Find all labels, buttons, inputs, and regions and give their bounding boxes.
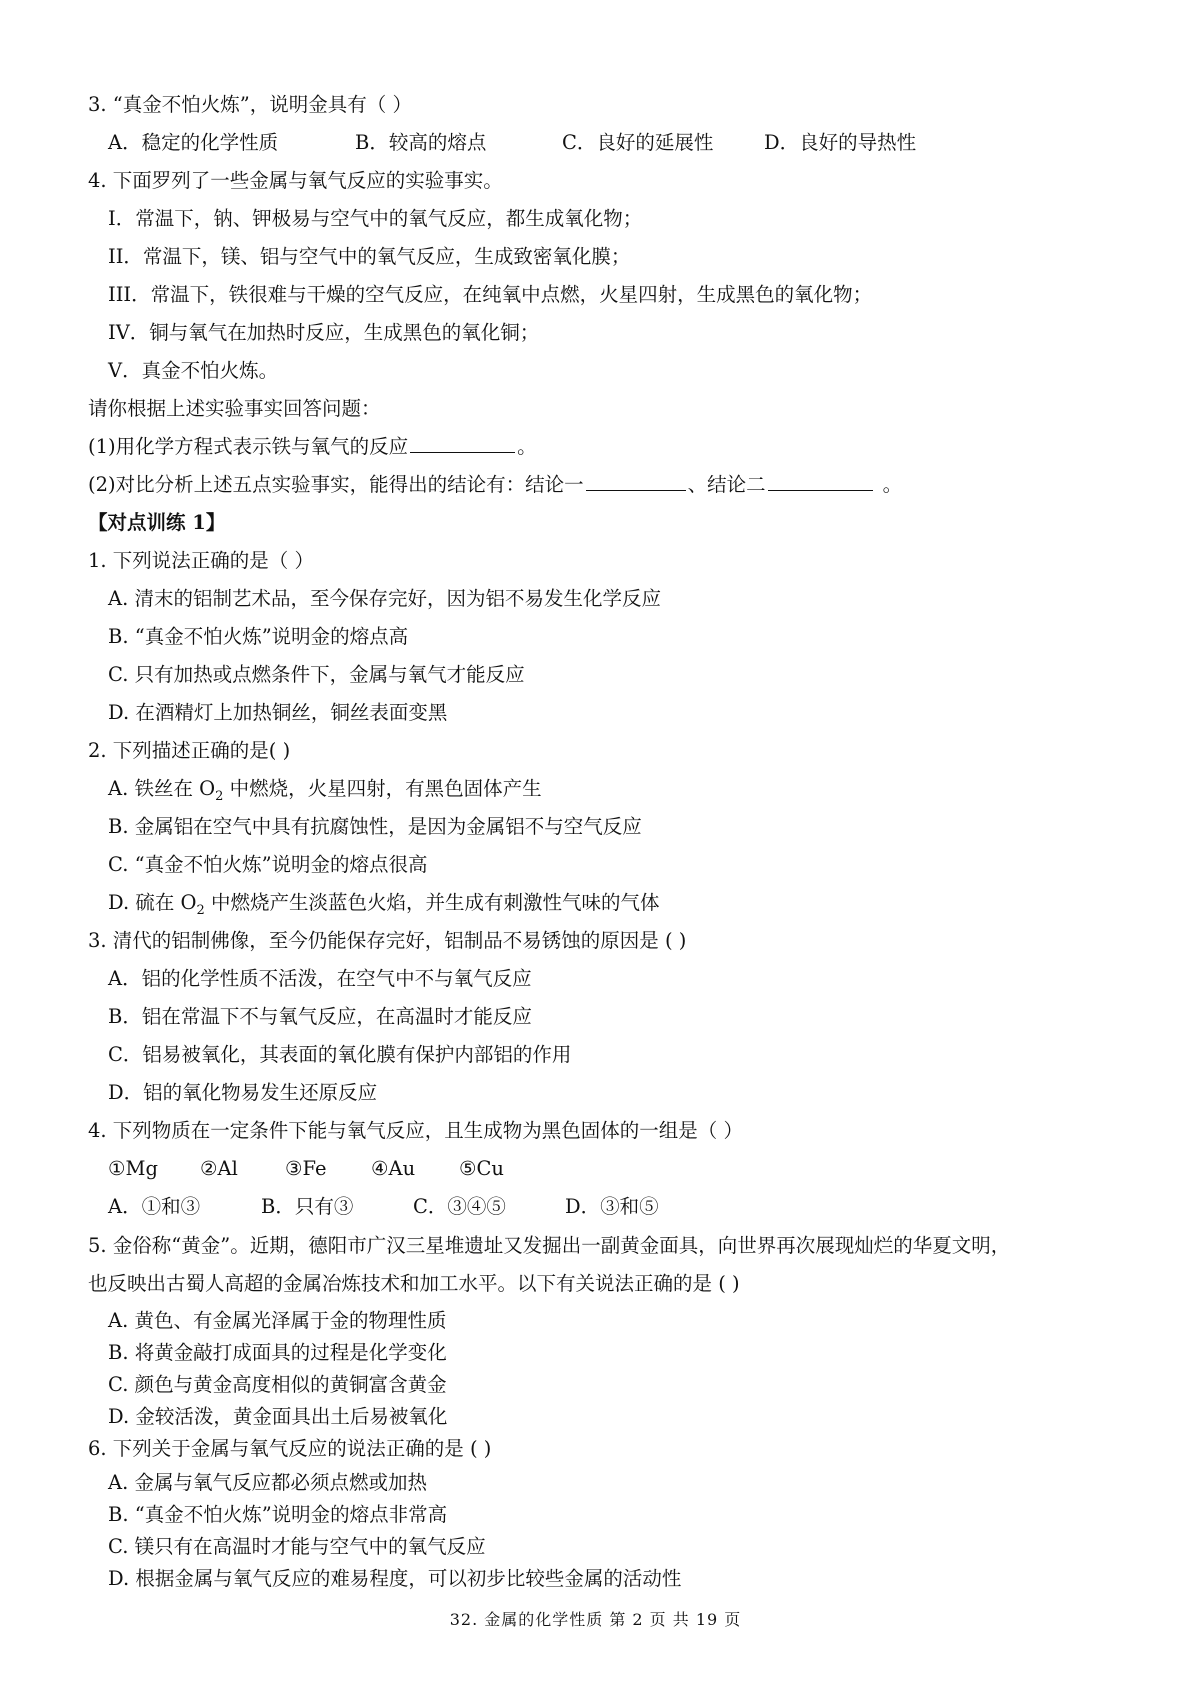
practice-6-option-b: B. “真金不怕火炼”说明金的熔点非常高 (108, 1503, 448, 1526)
question-4-stem: 4. 下面罗列了一些金属与氧气反应的实验事实。 (88, 169, 503, 192)
practice-3-option-c: C．铝易被氧化，其表面的氧化膜有保护内部铝的作用 (108, 1043, 572, 1066)
practice-4-options (108, 1194, 1131, 1220)
practice-2-option-d-text: D. 硫在 O (108, 891, 197, 914)
question-4-prompt: 请你根据上述实验事实回答问题： (88, 397, 381, 420)
practice-2-stem: 2. 下列描述正确的是( ) (88, 739, 291, 762)
practice-5-stem-line-2: 也反映出古蜀人高超的金属冶炼技术和加工水平。以下有关说法正确的是 ( ) (88, 1272, 740, 1295)
practice-6-stem: 6. 下列关于金属与氧气反应的说法正确的是 ( ) (88, 1437, 492, 1460)
practice-6-option-c: C. 镁只有在高温时才能与空气中的氧气反应 (108, 1535, 486, 1558)
practice-2-option-a-rest: 中燃烧，火星四射，有黑色固体产生 (223, 777, 542, 800)
practice-5-option-c: C. 颜色与黄金高度相似的黄铜富含黄金 (108, 1373, 447, 1396)
question-4-sub-2-end: 。 (882, 473, 903, 496)
question-4-sub-2-text: (2)对比分析上述五点实验事实，能得出的结论有：结论一 (88, 473, 584, 496)
practice-1-option-c: C. 只有加热或点燃条件下，金属与氧气才能反应 (108, 663, 525, 686)
practice-1-option-b: B. “真金不怕火炼”说明金的熔点高 (108, 625, 409, 648)
question-4-fact-1: I．常温下，钠、钾极易与空气中的氧气反应，都生成氧化物； (108, 207, 643, 230)
question-4-sub-1-text: (1)用化学方程式表示铁与氧气的反应 (88, 435, 409, 458)
answer-blank-conclusion-2 (768, 472, 873, 491)
question-3-option-a: A．稳定的化学性质 (108, 131, 279, 154)
question-4-fact-2: II．常温下，镁、铝与空气中的氧气反应，生成致密氧化膜； (108, 245, 631, 268)
practice-3-stem: 3. 清代的铝制佛像，至今仍能保存完好，铝制品不易锈蚀的原因是 ( ) (88, 929, 687, 952)
practice-5-stem-line-1: 5. 金俗称“黄金”。近期，德阳市广汉三星堆遗址又发掘出一副黄金面具，向世界再次展现灿烂的华夏文明， (88, 1234, 1011, 1257)
subscript: 2 (215, 788, 224, 804)
practice-2-option-d (108, 890, 1131, 916)
practice-4-item: ②Al (200, 1157, 238, 1180)
practice-3-option-b: B．铝在常温下不与氧气反应，在高温时才能反应 (108, 1005, 532, 1028)
section-title: 【对点训练 1】 (88, 511, 226, 534)
practice-4-stem: 4. 下列物质在一定条件下能与氧气反应，且生成物为黑色固体的一组是（ ） (88, 1119, 744, 1142)
practice-5-option-a: A. 黄色、有金属光泽属于金的物理性质 (108, 1309, 447, 1332)
practice-2-option-d-rest: 中燃烧产生淡蓝色火焰，并生成有刺激性气味的气体 (204, 891, 660, 914)
practice-1-option-a: A. 清末的铝制艺术品，至今保存完好，因为铝不易发生化学反应 (108, 587, 661, 610)
question-4-fact-4: IV．铜与氧气在加热时反应，生成黑色的氧化铜； (108, 321, 540, 344)
practice-4-item: ⑤Cu (459, 1157, 504, 1180)
question-4-sub-1-end: 。 (517, 435, 537, 458)
question-4-sub-2-mid: 、结论二 (687, 473, 766, 496)
question-4-sub-2 (88, 472, 1131, 498)
practice-5-option-d: D. 金较活泼，黄金面具出土后易被氧化 (108, 1405, 448, 1428)
practice-5-option-b: B. 将黄金敲打成面具的过程是化学变化 (108, 1341, 447, 1364)
question-4-fact-3: III．常温下，铁很难与干燥的空气反应，在纯氧中点燃，火星四射，生成黑色的氧化物； (108, 283, 873, 306)
practice-4-items (108, 1156, 1131, 1182)
practice-1-stem: 1. 下列说法正确的是（ ） (88, 549, 315, 572)
question-4-fact-5: V．真金不怕火炼。 (108, 359, 279, 382)
question-3-option-c: C．良好的延展性 (562, 131, 714, 154)
question-3-options (108, 130, 1131, 156)
practice-4-item: ③Fe (285, 1157, 327, 1180)
subscript: 2 (196, 902, 205, 918)
practice-4-item: ④Au (371, 1157, 416, 1180)
practice-6-option-a: A. 金属与氧气反应都必须点燃或加热 (108, 1471, 427, 1494)
practice-4-option-c: C．③④⑤ (413, 1195, 506, 1218)
practice-2-option-a (108, 776, 1131, 802)
question-3-stem: 3. “真金不怕火炼”，说明金具有（ ） (88, 93, 412, 116)
practice-2-option-a-text: A. 铁丝在 O (108, 777, 216, 800)
practice-4-item: ①Mg (108, 1157, 158, 1180)
answer-blank-conclusion-1 (586, 472, 686, 491)
practice-4-option-d: D．③和⑤ (565, 1195, 659, 1218)
practice-4-option-b: B．只有③ (261, 1195, 354, 1218)
practice-3-option-a: A．铝的化学性质不活泼，在空气中不与氧气反应 (108, 967, 532, 990)
page-footer: 32. 金属的化学性质 第 2 页 共 19 页 (449, 1610, 742, 1629)
answer-blank (410, 434, 515, 453)
practice-3-option-d: D．铝的氧化物易发生还原反应 (108, 1081, 378, 1104)
practice-1-option-d: D. 在酒精灯上加热铜丝，铜丝表面变黑 (108, 701, 448, 724)
practice-2-option-b: B. 金属铝在空气中具有抗腐蚀性，是因为金属铝不与空气反应 (108, 815, 642, 838)
question-3-option-d: D．良好的导热性 (764, 131, 917, 154)
practice-2-option-c: C. “真金不怕火炼”说明金的熔点很高 (108, 853, 428, 876)
practice-6-option-d: D. 根据金属与氧气反应的难易程度，可以初步比较些金属的活动性 (108, 1567, 682, 1590)
question-4-sub-1 (88, 434, 1131, 460)
question-3-option-b: B．较高的熔点 (355, 131, 487, 154)
practice-4-option-a: A．①和③ (108, 1195, 201, 1218)
